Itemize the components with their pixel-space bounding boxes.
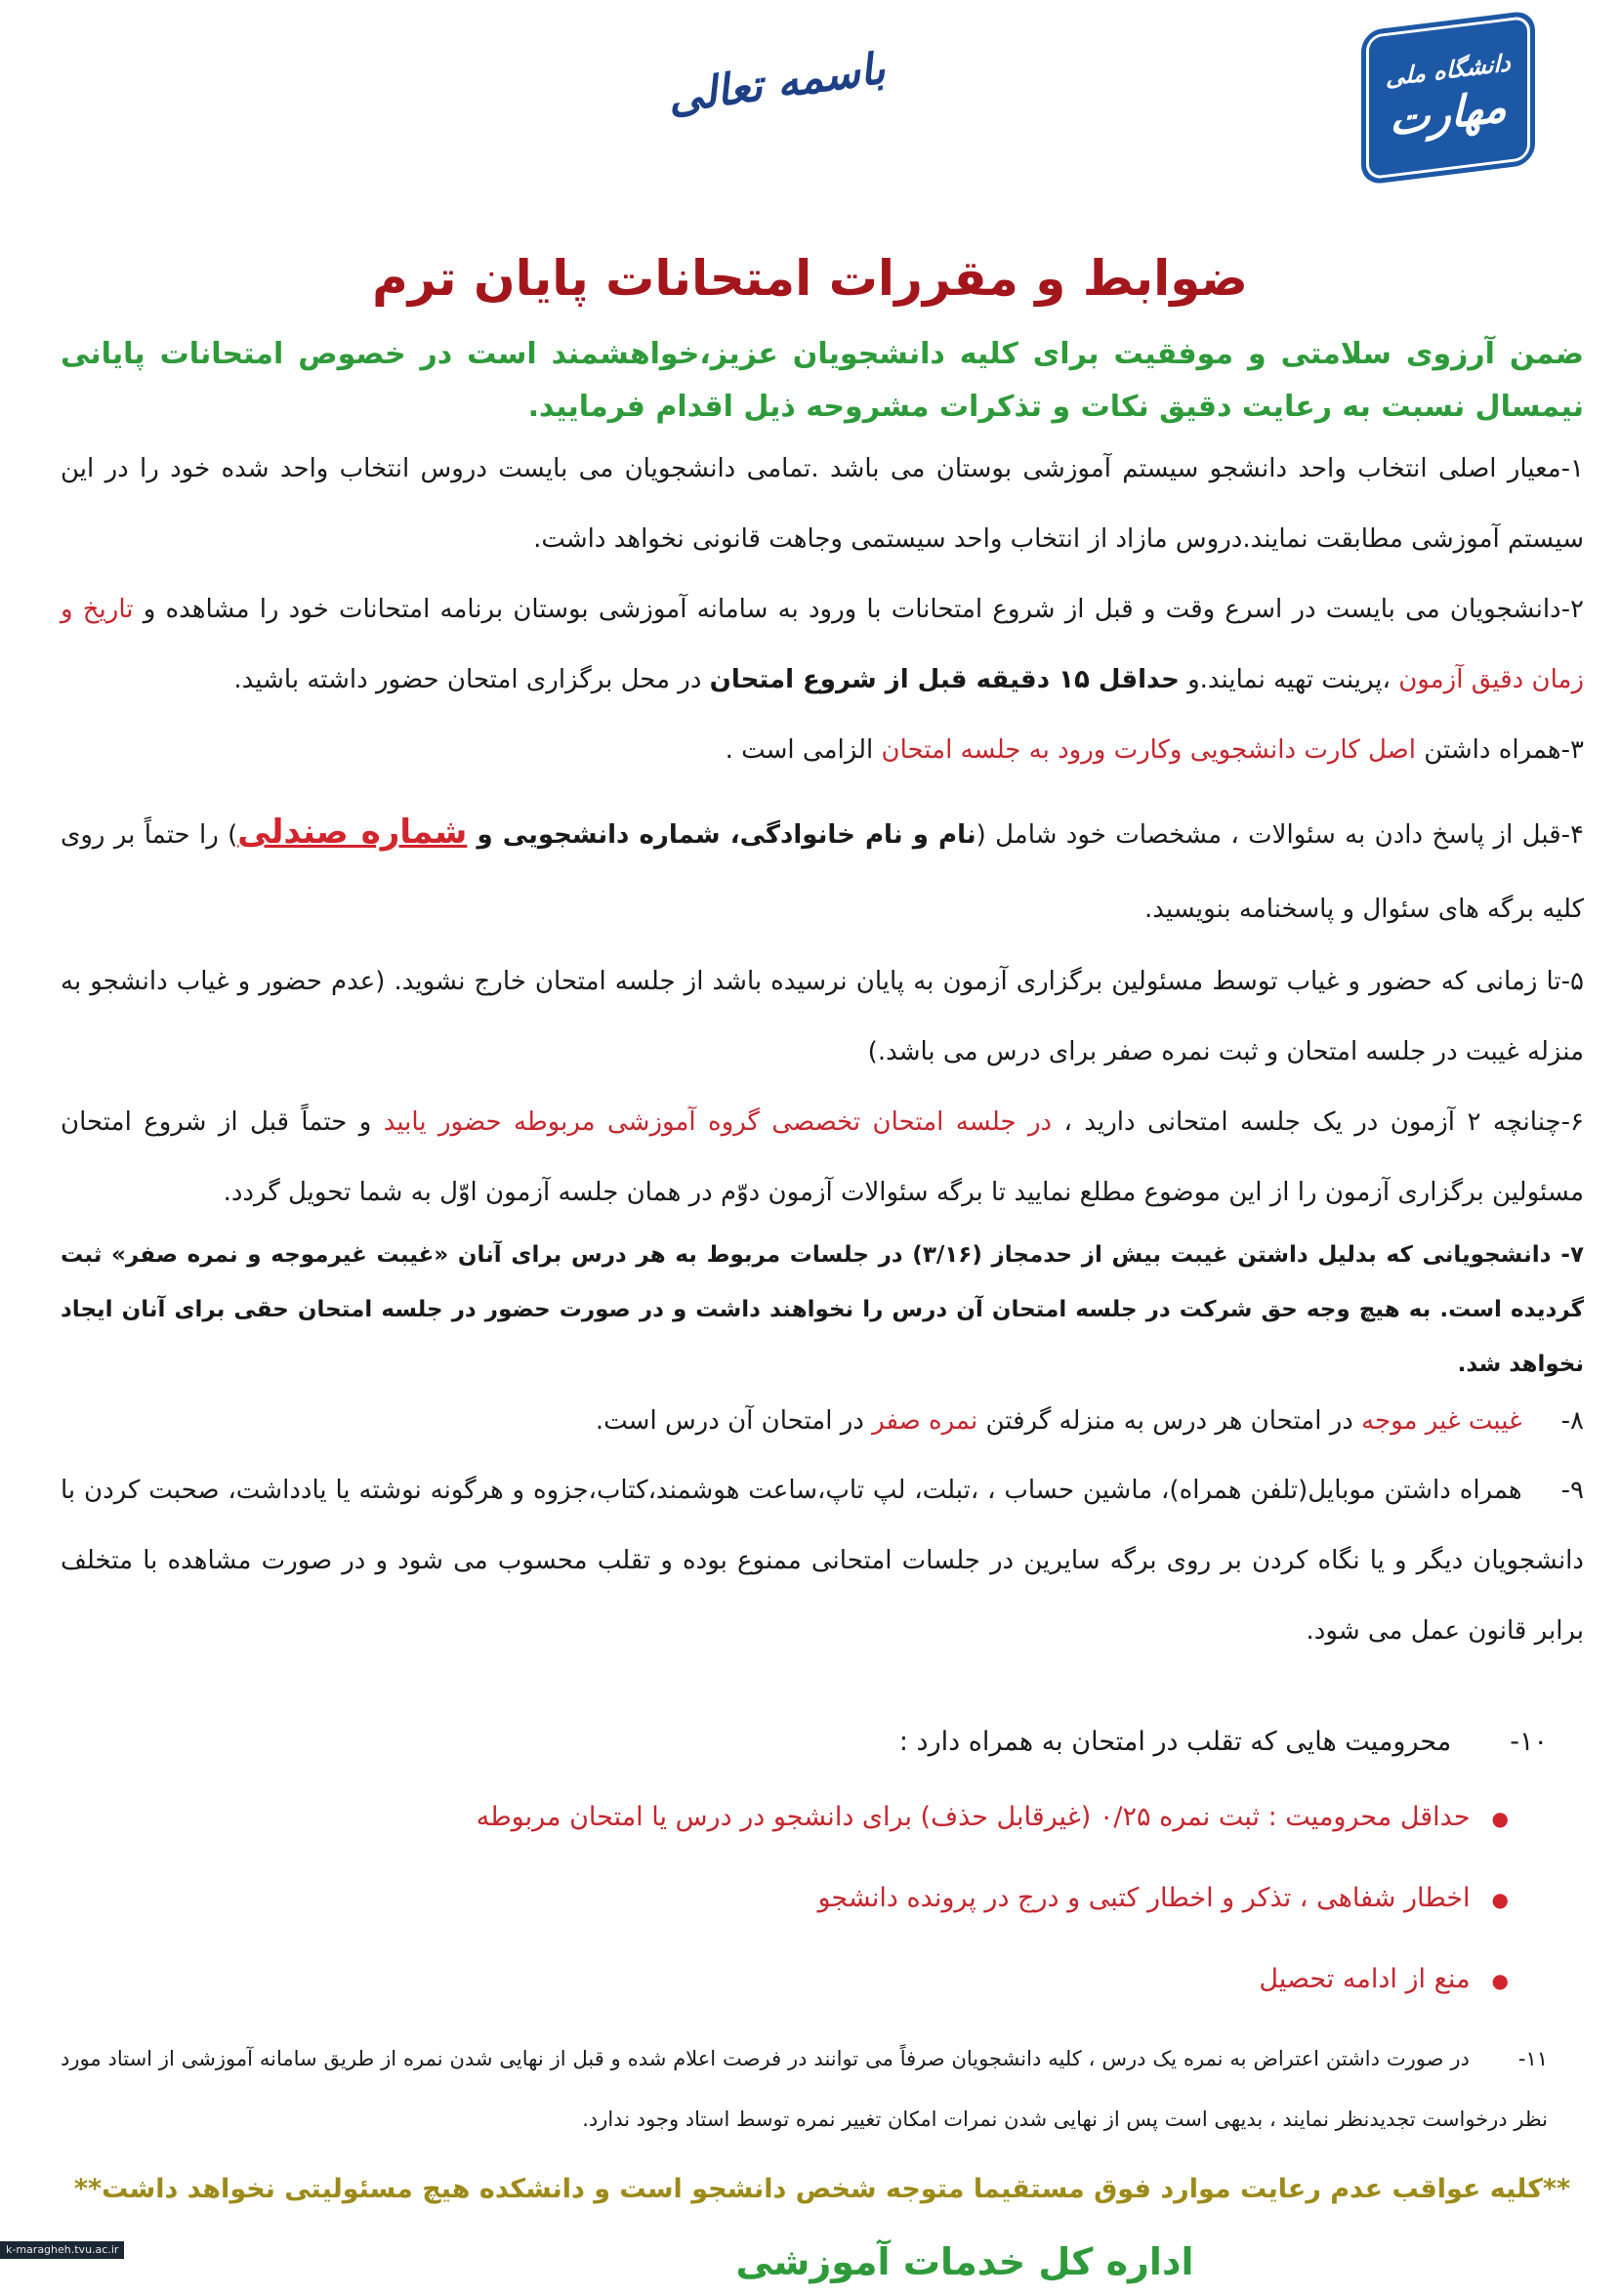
rule-10 (61, 1707, 1584, 1777)
rule-text: همراه داشتن (1415, 735, 1561, 765)
rule-11 (61, 2028, 1584, 2150)
rule-text: الزامی است . (725, 735, 882, 765)
rule-9 (61, 1455, 1584, 1666)
rule-text: ،پرینت تهیه نمایند.و (1179, 665, 1399, 694)
page-title: ضوابط و مقررات امتحانات پایان ترم (372, 250, 1248, 307)
penalty-text: اخطار شفاهی ، تذکر و اخطار کتبی و درج در پرونده دانشجو (817, 1883, 1471, 1913)
logo-text-university: دانشگاه ملی (1386, 49, 1511, 92)
rule-3 (61, 715, 1584, 785)
list-item (61, 1858, 1509, 1940)
rule-2 (61, 574, 1584, 715)
logo-text-name: مهارت (1390, 81, 1507, 146)
rule-text: و حتماً قبل از شروع امتحان مسئولین برگزاری آزمون را از این موضوع مطلع نمایید تا برگه سئوالات آزمون دوّم در همان جلسه آزمون اوّل به شما تحویل گردد. (61, 1107, 1584, 1207)
intro-paragraph: ضمن آرزوی سلامتی و موفقیت برای کلیه دانشجویان عزیز،خواهشمند است در خصوص امتحانات پایانی نیمسال نسبت به رعایت دقیق نکات و تذکرات مشروحه ذیل اقدام فرمایید. (61, 337, 1584, 424)
rule-text: دانشجویانی که بدلیل داشتن غیبت بیش از حدمجاز (۳/۱۶) در جلسات مربوط به هر درس برای آنان «غیبت غیرموجه و نمره صفر» ثبت گردیده است. به هیچ وجه حق شرکت در جلسه امتحان آن درس را نخواهند داشت و در صورت حضور در جلسه امتحان حقی برای آنان ایجاد نخواهد شد. (61, 1242, 1584, 1377)
rule-text: چنانچه ۲ آزمون در یک جلسه امتحانی دارید ، (1052, 1107, 1561, 1137)
rule-text: در امتحان هر درس به منزله گرفتن (977, 1406, 1362, 1436)
rule-number: ۸- (1560, 1406, 1584, 1436)
rule-text: ) را حتماً بر روی کلیه برگه های سئوال و پاسخنامه بنویسید. (61, 820, 1584, 924)
rule-4 (61, 795, 1584, 946)
rule-number: ۷- (1560, 1242, 1584, 1268)
list-item (61, 1940, 1509, 2021)
rule-text: در محل برگزاری امتحان حضور داشته باشید. (233, 665, 710, 694)
basmala-calligraphy: باسمه تعالی (664, 43, 889, 124)
rule-bold-identity: نام و نام خانوادگی، شماره دانشجویی و (467, 820, 976, 850)
rule-highlight-specialized-exam: در جلسه امتحان تخصصی گروه آموزشی مربوطه حضور یابید (383, 1107, 1053, 1137)
signature: اداره کل خدمات آموزشی (735, 2240, 1194, 2283)
rule-number: ۱- (1560, 454, 1584, 483)
penalty-text: منع از ادامه تحصیل (1259, 1964, 1471, 1994)
bullet-icon: ● (1491, 1888, 1509, 1911)
rule-text: در صورت داشتن اعتراض به نمره یک درس ، کلیه دانشجویان صرفاً می توانند در فرصت اعلام شده و قبل از نهایی شدن نمره از طریق سامانه آموزشی از استاد مورد نظر درخواست تجدیدنظر نمایند ، بدیهی است پس از نهایی شدن نمرات امکان تغییر نمره توسط استاد وجود ندارد. (61, 2047, 1548, 2131)
rule-text: دانشجویان می بایست در اسرع وقت و قبل از شروع امتحانات با ورود به سامانه آموزشی بوستان برنامه امتحانات خود را مشاهده و (133, 595, 1561, 624)
rule-number: ۴- (1560, 820, 1584, 850)
rule-5 (61, 946, 1584, 1087)
penalty-list (61, 1777, 1584, 2021)
rule-number: ۲- (1560, 595, 1584, 624)
rule-7 (61, 1228, 1584, 1392)
rule-number: ۵- (1560, 967, 1584, 996)
rule-text: همراه داشتن موبایل(تلفن همراه)، ماشین حساب ، ،تبلت، لپ تاپ،ساعت هوشمند،کتاب،جزوه و هرگونه نوشته یا یادداشت، صحبت کردن با دانشجویان دیگر و یا نگاه کردن بر روی برگه سایرین در جلسات امتحانی ممنوع بوده و تقلب محسوب می شود و در صورت مشاهده با متخلف برابر قانون عمل می شود. (61, 1476, 1584, 1646)
rule-number: ۳- (1560, 735, 1584, 765)
rule-number: ۱۱- (1517, 2047, 1548, 2070)
rule-number: ۱۰- (1510, 1727, 1548, 1757)
bullet-icon: ● (1491, 1807, 1509, 1830)
rule-text: در امتحان آن درس است. (595, 1406, 873, 1436)
rule-number: ۶- (1560, 1107, 1584, 1137)
penalty-text: حداقل محرومیت : ثبت نمره ۰/۲۵ (غیرقابل حذف) برای دانشجو در درس یا امتحان مربوطه (476, 1802, 1471, 1832)
rule-text: تا زمانی که حضور و غیاب توسط مسئولین برگزاری آزمون به پایان نرسیده باشد از جلسه امتحان خارج نشوید. (عدم حضور و غیاب دانشجو به منزله غیبت در جلسه امتحان و ثبت نمره صفر برای درس می باشد.) (61, 967, 1584, 1066)
rule-text: قبل از پاسخ دادن به سئوالات ، مشخصات خود شامل ( (976, 820, 1561, 850)
rule-number: ۹- (1560, 1476, 1584, 1505)
rule-8 (61, 1392, 1584, 1450)
rule-highlight-student-card: اصل کارت دانشجویی وکارت ورود به جلسه امتحان (881, 735, 1416, 765)
rules-content (61, 328, 1584, 2296)
list-item (61, 1777, 1509, 1858)
rule-1 (61, 434, 1584, 574)
rule-highlight-zero-grade: نمره صفر (872, 1406, 978, 1436)
footer-notice: **کلیه عواقب عدم رعایت موارد فوق مستقیما متوجه شخص دانشجو است و دانشکده هیچ مسئولیتی نخواهد داشت** (73, 2174, 1571, 2204)
rule-bold-arrival-time: حداقل ۱۵ دقیقه قبل از شروع امتحان (709, 665, 1180, 694)
rule-highlight-seat-number: شماره صندلی (237, 813, 468, 852)
rule-6 (61, 1087, 1584, 1228)
rule-highlight-exam-date: تاریخ و زمان دقیق آزمون (61, 595, 1584, 694)
university-logo (1366, 16, 1530, 181)
rule-text: معیار اصلی انتخاب واحد دانشجو سیستم آموزشی بوستان می باشد .تمامی دانشجویان می بایست دروس انتخاب واحد شده خود را در این سیستم آموزشی مطابقت نمایند.دروس مازاد از انتخاب واحد سیستمی وجاهت قانونی نخواهد داشت. (61, 454, 1584, 554)
rule-text: محرومیت هایی که تقلب در امتحان به همراه دارد : (898, 1727, 1452, 1757)
bullet-icon: ● (1491, 1969, 1509, 1992)
rule-highlight-unexcused-absence: غیبت غیر موجه (1361, 1406, 1522, 1436)
site-watermark: k-maragheh.tvu.ac.ir (0, 2241, 124, 2259)
